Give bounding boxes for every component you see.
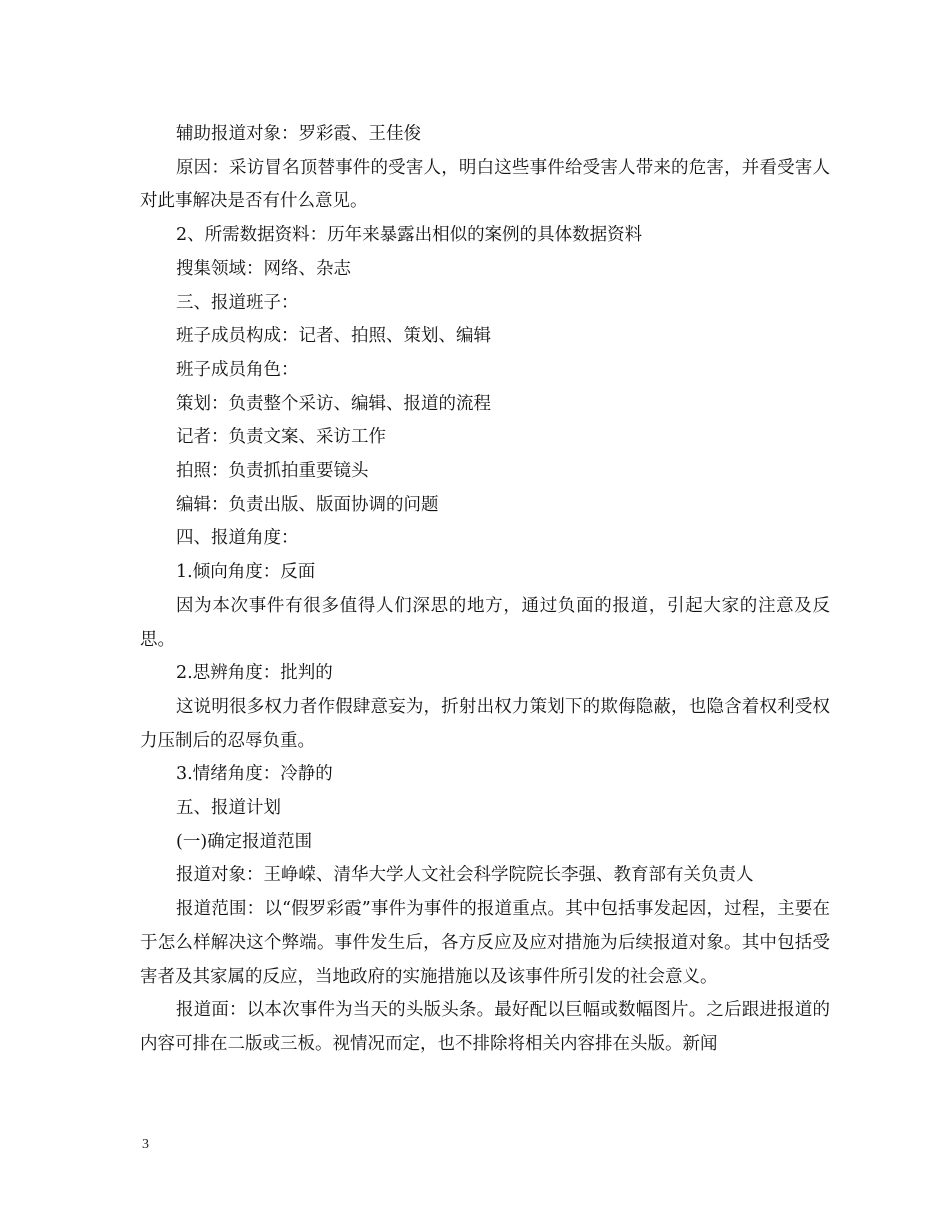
paragraph: 报道面：以本次事件为当天的头版头条。最好配以巨幅或数幅图片。之后跟进报道的内容可排在二版或三板。视情况而定，也不排除将相关内容排在头版。新闻 <box>140 1000 830 1054</box>
paragraph: 报道范围：以“假罗彩霞”事件为事件的报道重点。其中包括事发起因，过程，主要在于怎么样解决这个弊端。事件发生后，各方反应及应对措施为后续报道对象。其中包括受害者及其家属的反应，当地政府的实施措施以及该事件所引发的社会意义。 <box>140 899 830 987</box>
section-heading: 五、报道计划 <box>176 798 281 819</box>
paragraph: 原因：采访冒名顶替事件的受害人，明白这些事件给受害人带来的危害，并看受害人对此事解决是否有什么意见。 <box>140 157 830 212</box>
subsection-heading: (一)确定报道范围 <box>176 831 313 852</box>
document-body <box>140 118 830 1062</box>
paragraph: 辅助报道对象：罗彩霞、王佳俊 <box>176 124 421 144</box>
paragraph: 1.倾向角度：反面 <box>176 562 316 583</box>
section-heading: 四、报道角度： <box>176 528 299 549</box>
paragraph: 记者：负责文案、采访工作 <box>176 427 386 448</box>
paragraph: 班子成员角色： <box>176 359 299 380</box>
paragraph: 策划：负责整个采访、编辑、报道的流程 <box>176 393 491 414</box>
paragraph: 班子成员构成：记者、拍照、策划、编辑 <box>176 326 491 347</box>
paragraph: 编辑：负责出版、版面协调的问题 <box>176 494 439 515</box>
paragraph: 2.思辨角度：批判的 <box>176 663 333 684</box>
page-number: 3 <box>142 1137 149 1152</box>
section-heading: 三、报道班子： <box>176 292 299 313</box>
paragraph: 这说明很多权力者作假肆意妄为，折射出权力策划下的欺侮隐蔽，也隐含着权利受权力压制后的忍辱负重。 <box>140 696 830 751</box>
paragraph: 拍照：负责抓拍重要镜头 <box>176 461 369 482</box>
paragraph: 报道对象：王峥嵘、清华大学人文社会科学院院长李强、教育部有关负责人 <box>176 865 754 886</box>
paragraph: 3.情绪角度：冷静的 <box>176 764 333 785</box>
paragraph: 2、所需数据资料：历年来暴露出相似的案例的具体数据资料 <box>176 225 643 246</box>
paragraph: 搜集领域：网络、杂志 <box>176 258 351 279</box>
paragraph: 因为本次事件有很多值得人们深思的地方，通过负面的报道，引起大家的注意及反思。 <box>140 595 830 650</box>
